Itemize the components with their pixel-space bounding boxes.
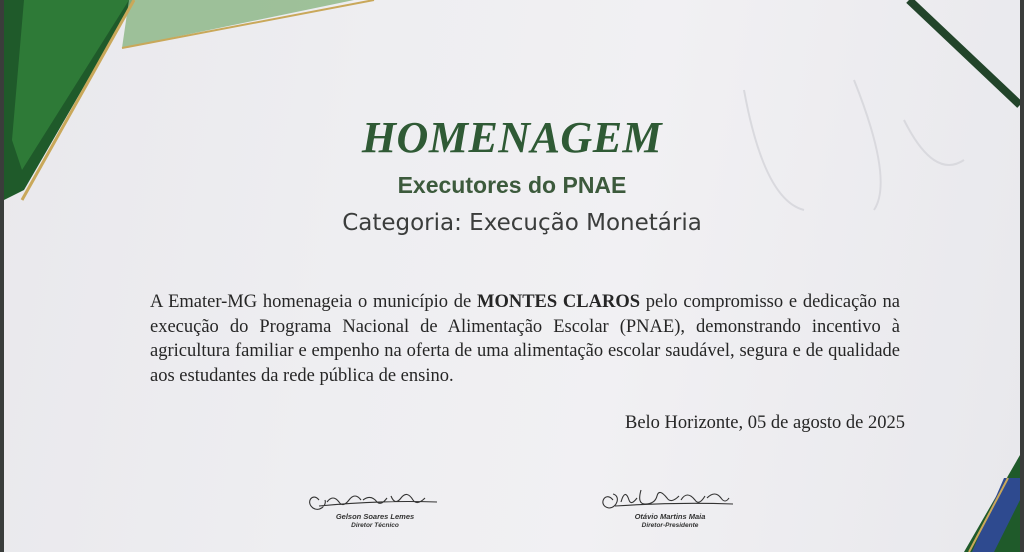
place-and-date: Belo Horizonte, 05 de agosto de 2025 bbox=[624, 413, 905, 433]
signature-block-president bbox=[590, 484, 750, 530]
handwritten-signature bbox=[595, 484, 745, 512]
signatory-role: Diretor Técnico bbox=[351, 522, 399, 529]
certificate-title: HOMENAGEM bbox=[361, 113, 663, 162]
signatory-role: Diretor-Presidente bbox=[641, 522, 699, 529]
handwritten-signature bbox=[305, 486, 445, 512]
certificate-subtitle: Executores do PNAE bbox=[397, 172, 627, 198]
signature-block-technical-director bbox=[300, 486, 450, 530]
top-right-ribbon bbox=[909, 0, 1020, 105]
corner-decorations bbox=[4, 0, 1020, 552]
certificate-category: Categoria: Execução Monetária bbox=[342, 210, 702, 236]
municipality-name: MONTES CLAROS bbox=[477, 292, 641, 312]
certificate-page bbox=[4, 0, 1020, 552]
body-text-before-name: A Emater-MG homenageia o município de bbox=[150, 292, 477, 312]
signatory-name: Otávio Martins Maia bbox=[634, 512, 706, 521]
body-text-after-name: pelo compromisso e dedicação na execução do Programa Nacional de Alimentação Escolar (PNAE), demonstrando incentivo à agricultura familiar e empenho na oferta de uma alimentação escolar saudável, segura e de qualidade aos estudantes da rede pública de ensino. bbox=[150, 292, 900, 386]
certificate-body bbox=[150, 290, 900, 388]
signatory-name: Gelson Soares Lemes bbox=[335, 512, 415, 521]
